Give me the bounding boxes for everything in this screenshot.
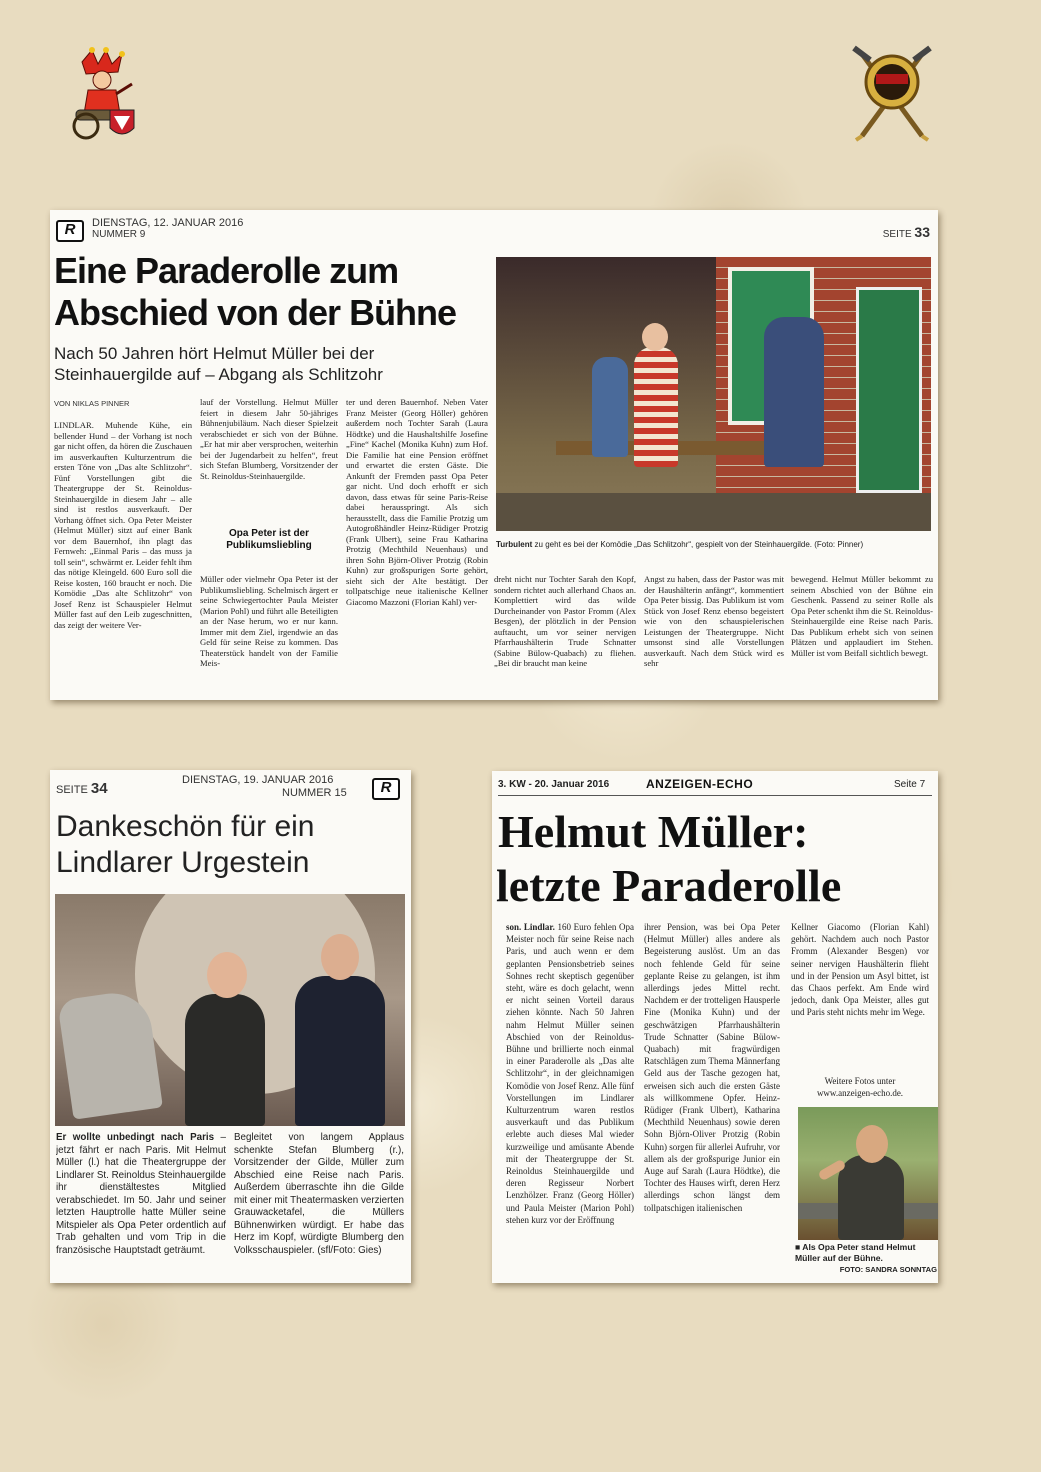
page-number bbox=[883, 224, 930, 240]
article-clipping-bergische bbox=[50, 770, 411, 1283]
actor-head bbox=[642, 323, 668, 351]
jester-cannon-crest-icon bbox=[62, 44, 142, 144]
subhead-line-2: Steinhauergilde auf – Abgang als Schlitzohr bbox=[54, 365, 383, 384]
page-num: 33 bbox=[914, 224, 930, 240]
byline: VON NIKLAS PINNER bbox=[54, 399, 130, 408]
article-issue: NUMMER 9 bbox=[92, 229, 146, 240]
body-column-5: Angst zu haben, dass der Pastor was mit der Haushälterin anfängt“, kommentiert Opa Peter bissig. Das Publikum ist vom Stück von Josef Renz ebenso begeistert wie von den schauspielerischen Leistungen der Theatergruppe. Nicht umsonst sind alle Vorstellungen ausverkauft. Nach dem Stück wird es sehr bbox=[644, 574, 784, 668]
body-column-1 bbox=[506, 921, 634, 1279]
article-clipping-kstA bbox=[50, 210, 938, 700]
photo-caption bbox=[795, 1242, 937, 1275]
more-photos-note bbox=[791, 1075, 929, 1099]
photo-credit: FOTO: SANDRA SONNTAG bbox=[839, 1265, 937, 1274]
body-column-1-text: 160 Euro fehlen Opa Meister noch für seine Reise nach Paris, und auch wenn er dem geplanten Pensionsbetrieb seines Sohnes recht skeptisch gegenüber steht, wäre es doch gelacht, wenn er nicht seinen Vorteil daraus ziehen könnte. Nach 50 Jahren nahm Helmut Müller seinen Abschied von der Reinoldus-Bühne und brillierte noch einmal in einer Paraderolle als „Das alte Schlitzohr“, in der gleichnamigen Komödie von Josef Renz. Alle fünf Vorstellungen im Lindlarer Kulturzentrum waren restlos ausverkauft und das Publikum erlebte auch dieses Mal wieder kurzweilige und amüsante Abende mit der Theatergruppe der St. Reinoldus Steinhauergilde und deren Regisseur Norbert Lenzhölzer. Franz (Georg Höller) und Paula Meister (Marion Pohl) stehen kurz vor der Eröffnung bbox=[506, 922, 634, 1225]
award-photo bbox=[55, 894, 405, 1126]
body-column-2-bottom: Müller oder vielmehr Opa Peter ist der Publikumsliebling. Schelmisch ärgert er seine Schwiegertochter Paula Meister (Marion Pohl) und führt alle Beteiligten an der Nase herum, wo er nur kann. Immer mit dem Ziel, irgendwie an das Geld für seine Reise zu kommen. Das Theaterstück handelt von der Familie Meis- bbox=[200, 574, 338, 668]
page-num: 34 bbox=[90, 780, 108, 797]
man-left-head bbox=[207, 952, 247, 998]
page-number: Seite 7 bbox=[894, 779, 926, 790]
article-date: DIENSTAG, 12. JANUAR 2016 bbox=[92, 217, 244, 229]
article-date: DIENSTAG, 19. JANUAR 2016 bbox=[182, 774, 334, 786]
body-column-2: ihrer Pension, was bei Opa Peter (Helmut Müller) alles andere als Begeisterung auslöst. Um an das noch fehlende Geld für seine geplante Reise zu gelangen, ist ihm allerdings jedes Mittel recht. Nachdem er der trotteligen Hausperle Fine (Monika Kuhn) und der geschwätzigen Pfarrhaushälterin Trude Schnatter (Sabine Bülow-Quabach) mit fragwürdigen Ratschlägen zum Thema Männerfang Geld aus der Tasche gezogen hat, erweisen sich auch die ersten Gäste als willkommene Opfer. Heinz-Rüdiger (Frank Ulbert), Katharina (Mechthild Neuenhaus) sowie deren Sohn Björn-Oliver Protzig (Robin Kuhn) sorgen für allerlei Aufruhr, vor allem als der großspurige Junior ein Auge auf Sarah (Laura Hödtke), die Tochter des Hauses wirft, deren Herz allerdings schon längst dem tollpatschigen italienischen bbox=[644, 922, 780, 1213]
man-right bbox=[295, 976, 385, 1126]
page-number bbox=[56, 780, 108, 797]
paper-name: ANZEIGEN-ECHO bbox=[646, 777, 754, 791]
headline-line-1: Eine Paraderolle zum bbox=[54, 250, 399, 291]
subheading-line-1: Opa Peter ist der bbox=[228, 528, 310, 539]
calendar-week: 3. KW - 20. Januar 2016 bbox=[498, 779, 610, 790]
headline-line-1: Dankeschön für ein bbox=[56, 810, 315, 843]
stage-floor bbox=[496, 493, 931, 531]
headline-line-2: Lindlarer Urgestein bbox=[56, 846, 310, 879]
subhead-line-1: Nach 50 Jahren hört Helmut Müller bei der bbox=[54, 344, 375, 363]
stage-photo bbox=[496, 257, 931, 531]
body-column-3: Kellner Giacomo (Florian Kahl) gehört. Nachdem auch noch Pastor Fromm (Alexander Besgen) vor seiner nervigen Haushälterin flieht und in der Pension um Asyl bittet, ist das Chaos perfekt. Am Ende wird jedoch, dank Opa Meister, alles gut und Paris steht nichts mehr im Wege. bbox=[791, 922, 929, 1018]
body-column-2-top: lauf der Vorstellung. Helmut Müller feiert in diesem Jahr 50-jähriges Bühnenjubiläum. Nach dieser Spielzeit verabschiedet er sich von der Bühne. „Er hat mir aber versprochen, weiterhin bei der Jugendarbeit zu helfen“, freut sich Stefan Blumberg, Vorsitzender der St. Reinoldus-Steinhauergilde. bbox=[200, 397, 338, 481]
caption-bold: Turbulent bbox=[496, 540, 533, 549]
body-column-3: ter und deren Bauernhof. Neben Vater Franz Meister (Georg Höller) gehören außerdem noch Tochter Sarah (Laura Hödtke) und die Haushaltshilfe Josefine „Fine“ Kachel (Monika Kuhn) zum Hof. Die Familie hat eine Pension eröffnet und erwartet die ersten Gäste. Die Ankunft der Fremden passt Opa Peter gar nicht. Und doch erhofft er sich davon, dass etwas für seine Paris-Reise dabei herausspringt. Als sich herausstellt, dass die Familie Protzig um Autogroßhändler Heinz-Rüdiger Protzig (Frank Ulbert), seine Frau Katharina Protzig (Mechthild Neuenhaus) und ihren Sohn Björn-Oliver Protzig (Robin Kuhn) zur großspurigen Sorte gehört, sieht sich der Alte bestätigt. Der tollpatschige neue italienische Kellner Giacomo Mazzoni (Florian Kahl) ver- bbox=[346, 397, 488, 607]
actor-photo bbox=[798, 1107, 938, 1240]
header-rule bbox=[498, 795, 932, 796]
actor-striped bbox=[634, 347, 678, 467]
caption-text: zu geht es bei der Komödie „Das Schlitzohr“, gespielt von der Steinhauergilde. (Foto: Pinner) bbox=[532, 540, 864, 549]
crossed-hammers-emblem-icon bbox=[848, 40, 936, 144]
man-left bbox=[185, 994, 265, 1126]
dateline: son. Lindlar. bbox=[506, 922, 555, 932]
more-photos-url[interactable]: www.anzeigen-echo.de. bbox=[816, 1088, 904, 1098]
caption-column-2: Begleitet von langem Applaus schenkte Stefan Blumberg (r.), Vorsitzender der Gilde, Müller zum Abschied eine Reise nach Paris. Außerdem überraschte ihn die Gilde mit einer mit Theatermasken verzierten Grauwacketafel, die Müllers Bühnenwirken würdigt. Er habe das Herz im Kopf, würdigte Blumberg den Volksschauspieler. (sfl/Foto: Gies) bbox=[234, 1132, 404, 1256]
actor-blue-jacket bbox=[764, 317, 824, 467]
body-column-6: bewegend. Helmut Müller bekommt zu seinem Abschied von der Bühne ein Geschenk. Passend zu seiner Rolle als Opa Peter schenkt ihm die St. Reinoldus-Steinhauergilde eine Reise nach Paris. Das Publikum erhebt sich von seinen Plätzen und applaudiert im Stehen. Müller ist vom Beifall sichtlich bewegt. bbox=[791, 574, 933, 658]
caption-bold: Er wollte unbedingt nach Paris bbox=[56, 1132, 215, 1143]
green-door bbox=[856, 287, 922, 493]
page-label: SEITE bbox=[56, 784, 88, 796]
headline-line-1: Helmut Müller: bbox=[498, 806, 809, 857]
subheading-line-2: Publikumsliebling bbox=[226, 540, 312, 551]
caption-line-1: ■ Als Opa Peter stand Helmut bbox=[795, 1242, 916, 1252]
headline-line-2: Abschied von der Bühne bbox=[54, 292, 457, 333]
body-column-4: dreht nicht nur Tochter Sarah den Kopf, sondern richtet auch allerhand Chaos an. Komplettiert wird das wilde Durcheinander von Pastor Fromm (Alex Besgen), der plötzlich in der Pension auftaucht, um vor seiner nervigen Pfarrhaushälterin Trude Schnatter (Sabine Bülow-Quabach) zu fliehen. „Bei dir braucht man keine bbox=[494, 574, 636, 668]
newspaper-logo-icon: R bbox=[372, 778, 400, 800]
page-label: SEITE bbox=[882, 229, 912, 240]
article-clipping-anzeigen-echo bbox=[492, 771, 938, 1283]
actor-body bbox=[838, 1155, 904, 1240]
caption-line-2: Müller auf der Bühne. bbox=[795, 1253, 883, 1263]
caption-column-1 bbox=[56, 1132, 226, 1280]
subheading-box bbox=[200, 528, 338, 552]
actor-head bbox=[856, 1125, 888, 1163]
caption-col1-text: – jetzt fährt er nach Paris. Mit Helmut Müller (l.) hat die Theatergruppe der Lindlarer St. Reinoldus Steinhauergilde ihr dienstältestes Mitglied verabschiedet. Im 50. Jahr und seiner letzten Hauptrolle hatte Müller seine Mitspieler als Opa Peter ordentlich auf Trab gehalten und vom Trip in die französische Hauptstadt geträumt. bbox=[56, 1132, 226, 1256]
photo-caption bbox=[496, 540, 932, 550]
body-column-1: LINDLAR. Muhende Kühe, ein bellender Hund – der Vorhang ist noch gar nicht offen, da hören die Zuschauen im ausverkauften Kulturzentrum die ersten Töne von „Das alte Schlitzohr“. Fünf Vorstellungen gibt die Theatergruppe der St. Reinoldus-Steinhauergilde in diesem Jahr – alle sind ist restlos ausverkauft. Der Vorhang öffnet sich. Opa Peter Meister (Helmut Müller) sitzt auf einer Bank vor dem Bauernhof, ihn plagt das Fernweh: „Einmal Paris – das muss ja toll sein“, schwärmt er. Leider fehlt ihm das nötige Kleingeld. 600 Euro soll die Reise kosten, 160 braucht er noch. Die Komödie „Das alte Schlitzohr“ von Josef Renz ist Schauspieler Helmut Müller fast auf den Leib zugeschnitten, das zeigt der weitere Ver- bbox=[54, 420, 192, 630]
headline-line-2: letzte Paraderolle bbox=[496, 860, 842, 911]
man-right-head bbox=[321, 934, 359, 980]
newspaper-logo-icon: R bbox=[56, 220, 84, 242]
article-issue: NUMMER 15 bbox=[282, 787, 347, 799]
more-photos-line-1: Weitere Fotos unter bbox=[824, 1076, 896, 1086]
actor-left bbox=[592, 357, 628, 457]
